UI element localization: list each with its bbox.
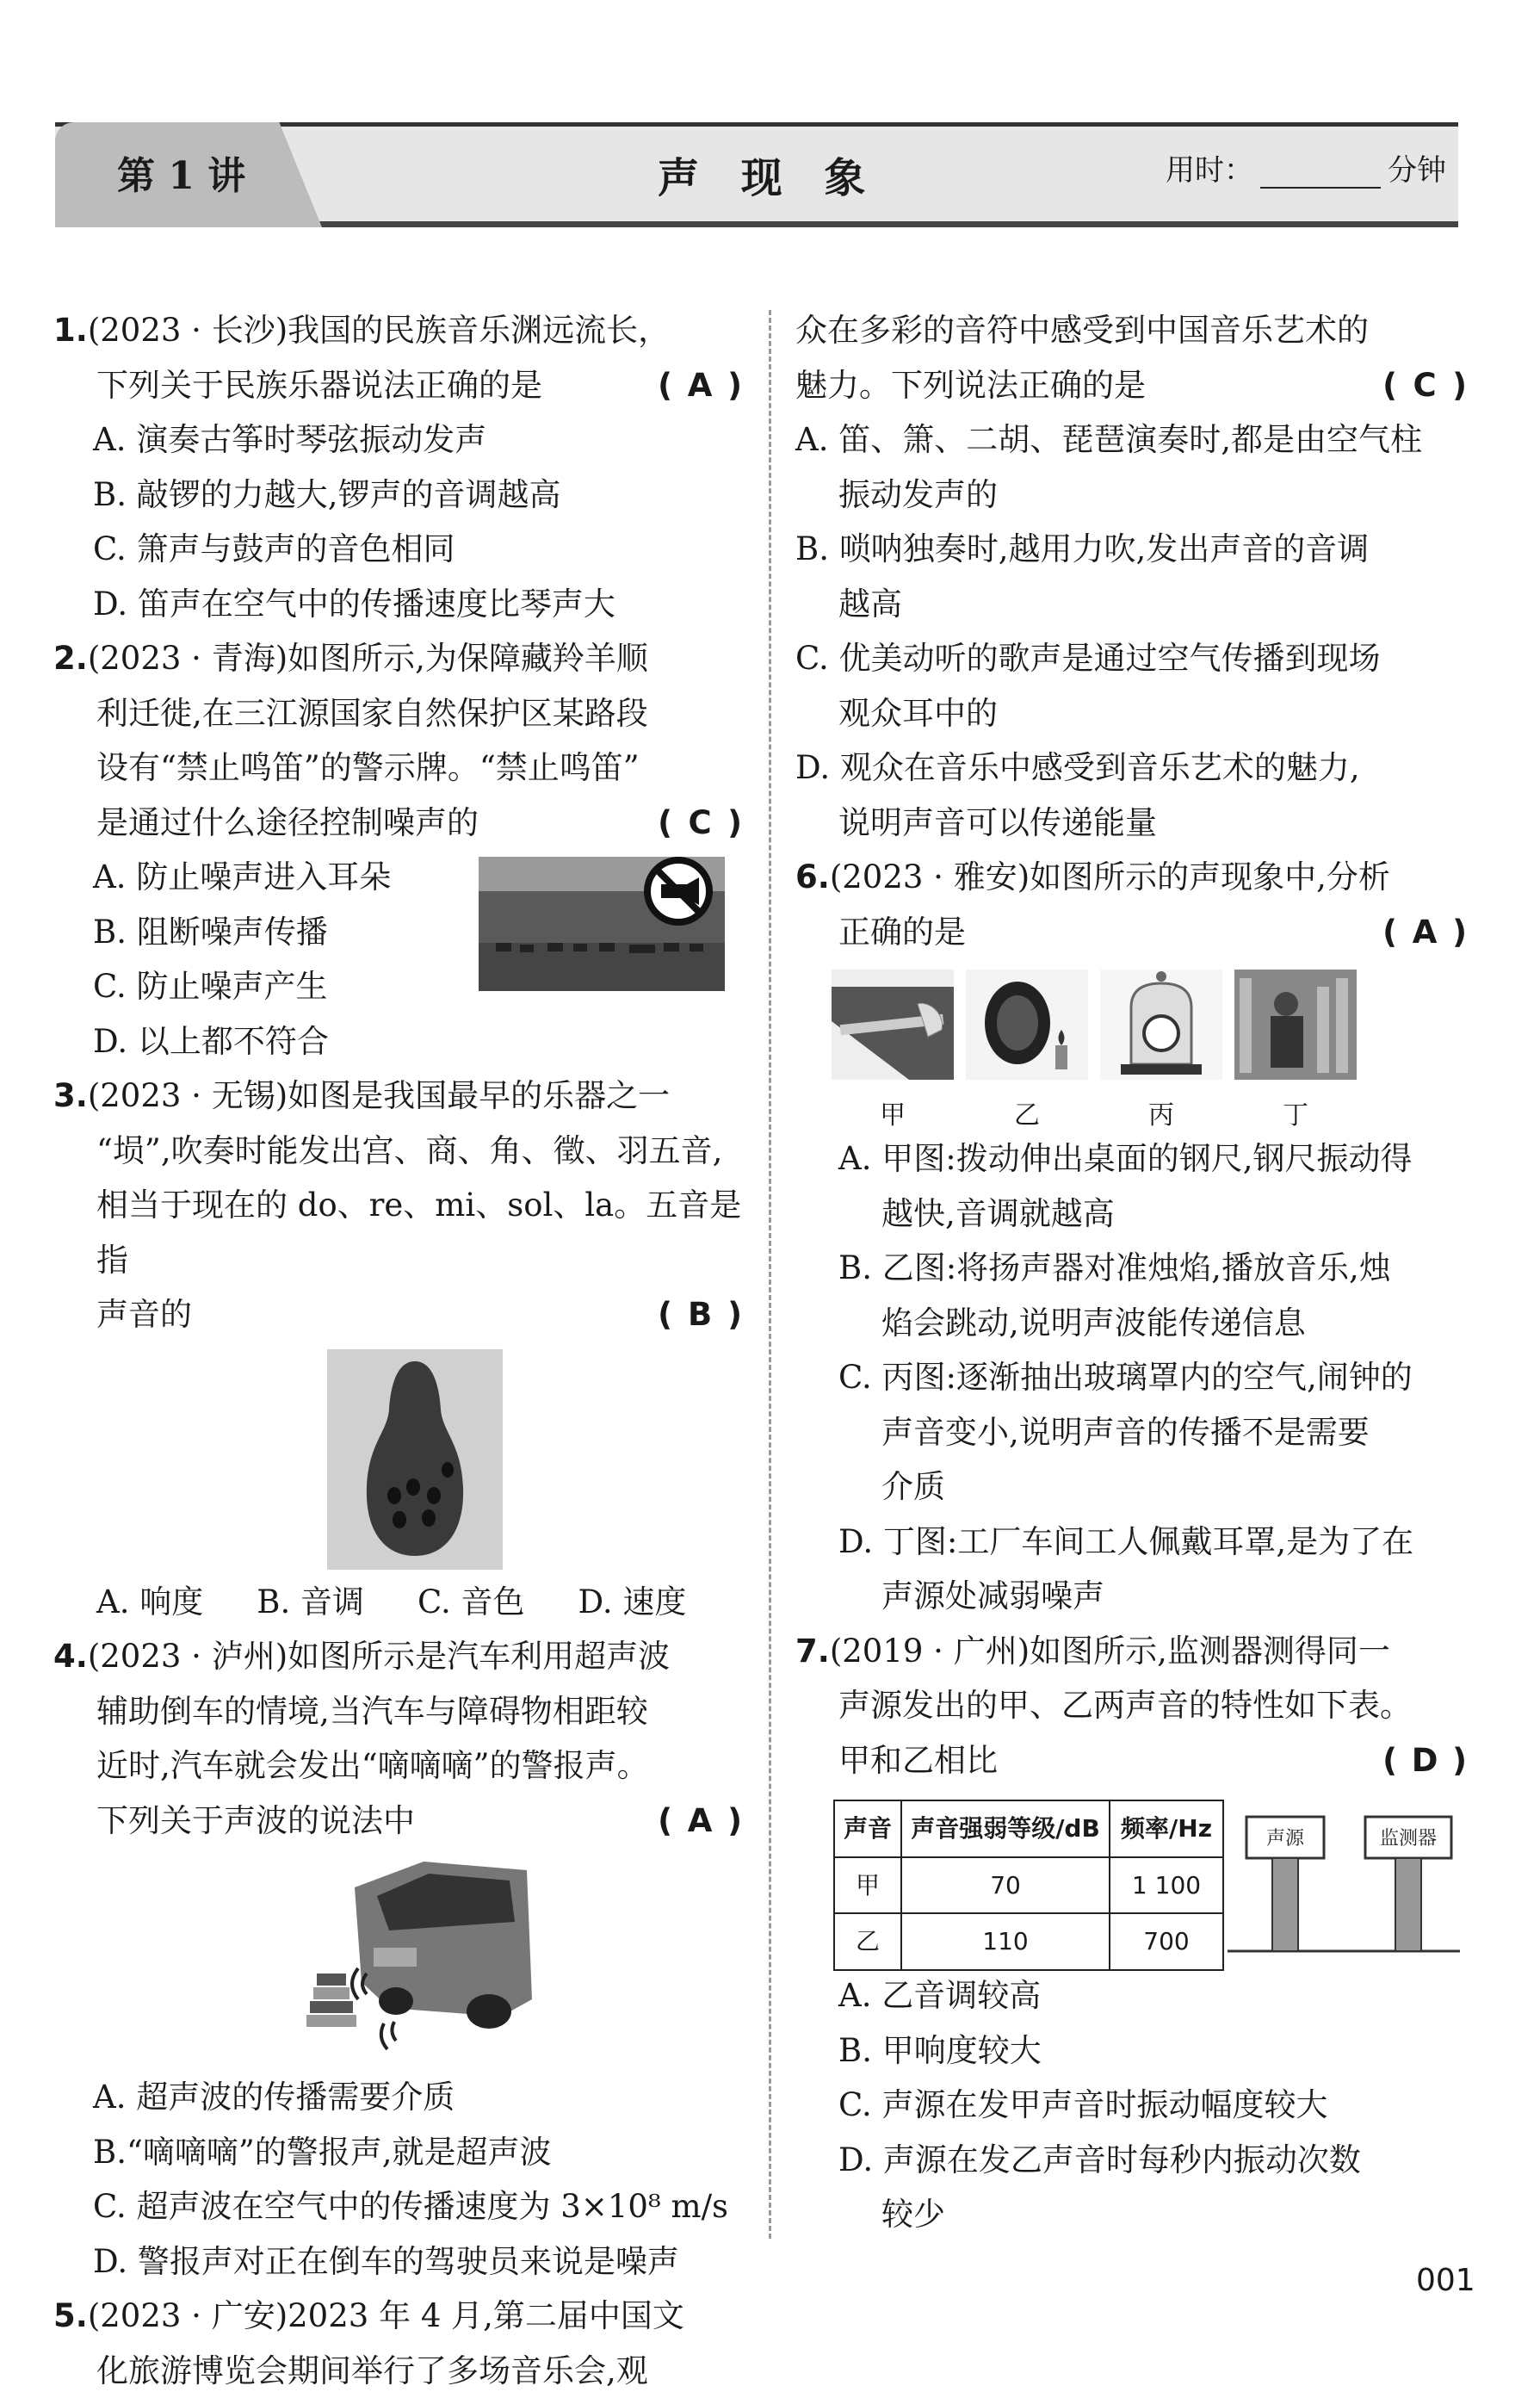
option-line: 介质	[838, 1459, 1467, 1515]
speaker-candle-figure	[966, 970, 1088, 1080]
timer-label: 用时：	[1166, 153, 1253, 188]
page-title: 声 现 象	[658, 145, 879, 204]
question-source: (2019 · 广州)	[830, 1633, 1030, 1670]
answer-box: ( B )	[658, 1287, 742, 1342]
option-b: B.“嘀嘀嘀”的警报声,就是超声波	[53, 2125, 742, 2180]
option-a: A. 超声波的传播需要介质	[53, 2070, 742, 2125]
answer-letter: C	[672, 796, 727, 851]
option-a	[795, 1131, 1467, 1241]
steel-ruler-figure	[832, 970, 954, 1080]
option-line: A. 乙音调较高	[838, 1968, 1467, 2023]
question-source: (2023 · 无锡)	[88, 1077, 288, 1114]
monitor-label: 监测器	[1380, 1828, 1437, 1850]
option-line: C. 声源在发甲声音时振动幅度较大	[838, 2078, 1467, 2133]
table-header: 频率/Hz	[1110, 1800, 1223, 1857]
question-5	[53, 2289, 742, 2398]
stem-line: 下列关于声波的说法中	[96, 1802, 415, 1839]
table-cell: 110	[901, 1913, 1110, 1970]
stem-line: 如图所示,为保障藏羚羊顺	[288, 640, 648, 677]
option-line: 较少	[838, 2187, 1467, 2242]
answer-letter: A	[1397, 905, 1452, 960]
question-number: 6.	[795, 858, 830, 895]
option-d: D. 笛声在空气中的传播速度比琴声大	[53, 577, 742, 632]
stem-line: 声源发出的甲、乙两声音的特性如下表。	[795, 1678, 1467, 1733]
stem-line: 众在多彩的音符中感受到中国音乐艺术的	[795, 303, 1467, 358]
option-line: A. 笛、箫、二胡、琵琶演奏时,都是由空气柱	[795, 412, 1467, 468]
table-header: 声音	[834, 1800, 901, 1857]
option-a	[795, 1968, 1467, 2023]
question-source: (2023 · 泸州)	[88, 1638, 288, 1675]
lecture-header	[55, 122, 1458, 227]
option-line: 观众耳中的	[795, 686, 1467, 741]
stem-line: 下列关于民族乐器说法正确的是	[96, 367, 542, 404]
option-line: 声音变小,说明声音的传播不是需要	[838, 1405, 1467, 1460]
stem-line: 如图是我国最早的乐器之一	[288, 1077, 670, 1114]
question-number: 5.	[53, 2297, 88, 2334]
option-line: B. 甲响度较大	[838, 2023, 1467, 2079]
source-monitor-diagram	[1228, 1800, 1460, 1963]
option-d: D. 以上都不符合	[53, 1014, 742, 1069]
stem-line: 化旅游博览会期间举行了多场音乐会,观	[53, 2344, 742, 2398]
figure-row	[795, 959, 1467, 1131]
option-line: A. 甲图:拨动伸出桌面的钢尺,钢尺振动得	[838, 1131, 1467, 1187]
answer-box: ( D )	[1382, 1733, 1467, 1788]
option-line: 焰会跳动,说明声波能传递信息	[838, 1296, 1467, 1351]
left-column	[53, 303, 742, 2398]
option-a: A. 防止噪声进入耳朵	[53, 850, 742, 905]
answer-box: ( A )	[1382, 905, 1467, 960]
stem-line: 近时,汽车就会发出“嘀嘀嘀”的警报声。	[53, 1738, 742, 1794]
table-cell: 70	[901, 1857, 1110, 1914]
question-3	[53, 1069, 742, 1629]
table-cell: 乙	[834, 1913, 901, 1970]
option-line: B. 唢呐独奏时,越用力吹,发出声音的音调	[795, 522, 1467, 577]
option-line: C. 丙图:逐渐抽出玻璃罩内的空气,闹钟的	[838, 1350, 1467, 1405]
option-d	[795, 2133, 1467, 2242]
option-d	[795, 1515, 1467, 1624]
option-d: D. 警报声对正在倒车的驾驶员来说是噪声	[53, 2234, 742, 2290]
option-b: B. 敲锣的力越大,锣声的音调越高	[53, 468, 742, 523]
question-number: 2.	[53, 640, 88, 677]
factory-worker-figure	[1234, 970, 1357, 1080]
figure-label: 乙	[966, 1088, 1088, 1143]
question-5-continued	[795, 303, 1467, 850]
option-c: C. 超声波在空气中的传播速度为 3×10⁸ m/s	[53, 2179, 742, 2234]
option-c	[795, 1350, 1467, 1515]
xun-instrument-photo	[327, 1349, 503, 1570]
question-source: (2023 · 雅安)	[830, 858, 1030, 895]
stem-line: 如图所示是汽车利用超声波	[288, 1638, 670, 1675]
question-source: (2023 · 青海)	[88, 640, 288, 677]
timer-unit: 分钟	[1388, 153, 1446, 188]
answer-box: ( C )	[1382, 358, 1467, 413]
stem-line: “埙”,吹奏时能发出宫、商、角、徵、羽五音,	[53, 1124, 742, 1179]
stem-line: 如图所示的声现象中,分析	[1030, 858, 1390, 895]
figure-label: 丙	[1100, 1088, 1222, 1143]
source-label: 声源	[1266, 1828, 1305, 1850]
option-b	[795, 1241, 1467, 1350]
option-c	[795, 2078, 1467, 2133]
option-a: A. 响度	[96, 1575, 203, 1630]
question-number: 7.	[795, 1633, 830, 1670]
table-cell: 1 100	[1110, 1857, 1223, 1914]
option-row	[53, 1575, 742, 1630]
question-6	[795, 850, 1467, 1624]
answer-box: ( C )	[658, 796, 742, 851]
stem-line: 如图所示,监测器测得同一	[1030, 1633, 1390, 1670]
page-number: 001	[1416, 2263, 1475, 2298]
option-a: A. 演奏古筝时琴弦振动发声	[53, 412, 742, 468]
lecture-number: 第 1 讲	[117, 145, 245, 200]
answer-letter: A	[672, 358, 727, 413]
stem-line: 我国的民族音乐渊远流长，	[288, 312, 670, 349]
answer-letter: B	[672, 1287, 727, 1342]
question-1	[53, 303, 742, 631]
option-d	[795, 740, 1467, 850]
right-column	[795, 303, 1467, 2242]
option-line: C. 优美动听的歌声是通过空气传播到现场	[795, 631, 1467, 686]
question-7	[795, 1624, 1467, 2242]
option-line: D. 观众在音乐中感受到音乐艺术的魅力,	[795, 740, 1467, 796]
no-honking-sign-photo	[479, 857, 725, 991]
option-c	[795, 631, 1467, 740]
bell-jar-figure	[1100, 970, 1222, 1080]
option-c: C. 防止噪声产生	[53, 959, 742, 1014]
stem-line: 2023 年 4 月,第二届中国文	[288, 2297, 684, 2334]
answer-box: ( A )	[658, 358, 742, 413]
figure-label: 丁	[1234, 1088, 1357, 1143]
question-2	[53, 631, 742, 1069]
option-line: 说明声音可以传递能量	[795, 796, 1467, 851]
table-cell: 甲	[834, 1857, 901, 1914]
question-number: 3.	[53, 1077, 88, 1114]
timer-field	[1166, 146, 1446, 189]
sound-data-table	[833, 1800, 1224, 1971]
option-line: 振动发声的	[795, 468, 1467, 523]
option-b: B. 音调	[257, 1575, 364, 1630]
option-line: 越高	[795, 577, 1467, 632]
question-source: (2023 · 广安)	[88, 2297, 288, 2334]
stem-line: 甲和乙相比	[838, 1742, 998, 1779]
option-b: B. 阻断噪声传播	[53, 905, 742, 960]
stem-line: 正确的是	[838, 914, 966, 951]
table-row	[834, 1857, 1223, 1914]
option-a	[795, 412, 1467, 522]
option-line: B. 乙图:将扬声器对准烛焰,播放音乐,烛	[838, 1241, 1467, 1296]
answer-letter: D	[1397, 1733, 1452, 1788]
option-b	[795, 522, 1467, 631]
question-source: (2023 · 长沙)	[88, 312, 288, 349]
table-row	[834, 1913, 1223, 1970]
option-line: 越快,音调就越高	[838, 1187, 1467, 1242]
option-d: D. 速度	[578, 1575, 686, 1630]
answer-letter: A	[672, 1794, 727, 1849]
reversing-car-photo	[294, 1853, 535, 2056]
stem-line: 声音的	[96, 1296, 192, 1333]
option-line: D. 声源在发乙声音时每秒内振动次数	[838, 2133, 1467, 2188]
stem-line: 设有“禁止鸣笛”的警示牌。“禁止鸣笛”	[53, 740, 742, 796]
figure-label: 甲	[832, 1088, 954, 1143]
stem-line: 相当于现在的 do、re、mi、sol、la。五音是指	[53, 1178, 742, 1287]
stem-line: 利迁徙,在三江源国家自然保护区某路段	[53, 686, 742, 741]
option-c: C. 箫声与鼓声的音色相同	[53, 522, 742, 577]
table-header: 声音强弱等级/dB	[901, 1800, 1110, 1857]
question-number: 1.	[53, 312, 88, 349]
timer-blank[interactable]	[1260, 161, 1381, 189]
stem-line: 是通过什么途径控制噪声的	[96, 804, 479, 841]
option-b	[795, 2023, 1467, 2079]
table-cell: 700	[1110, 1913, 1223, 1970]
question-4	[53, 1629, 742, 2289]
question-number: 4.	[53, 1638, 88, 1675]
table-header-row	[834, 1800, 1223, 1857]
answer-box: ( A )	[658, 1794, 742, 1849]
column-divider	[769, 310, 771, 2239]
stem-line: 辅助倒车的情境,当汽车与障碍物相距较	[53, 1684, 742, 1739]
option-line: D. 丁图:工厂车间工人佩戴耳罩,是为了在	[838, 1515, 1467, 1570]
stem-line: 魅力。下列说法正确的是	[795, 367, 1146, 404]
option-line: 声源处减弱噪声	[838, 1569, 1467, 1624]
answer-letter: C	[1397, 358, 1452, 413]
option-c: C. 音色	[417, 1575, 525, 1630]
